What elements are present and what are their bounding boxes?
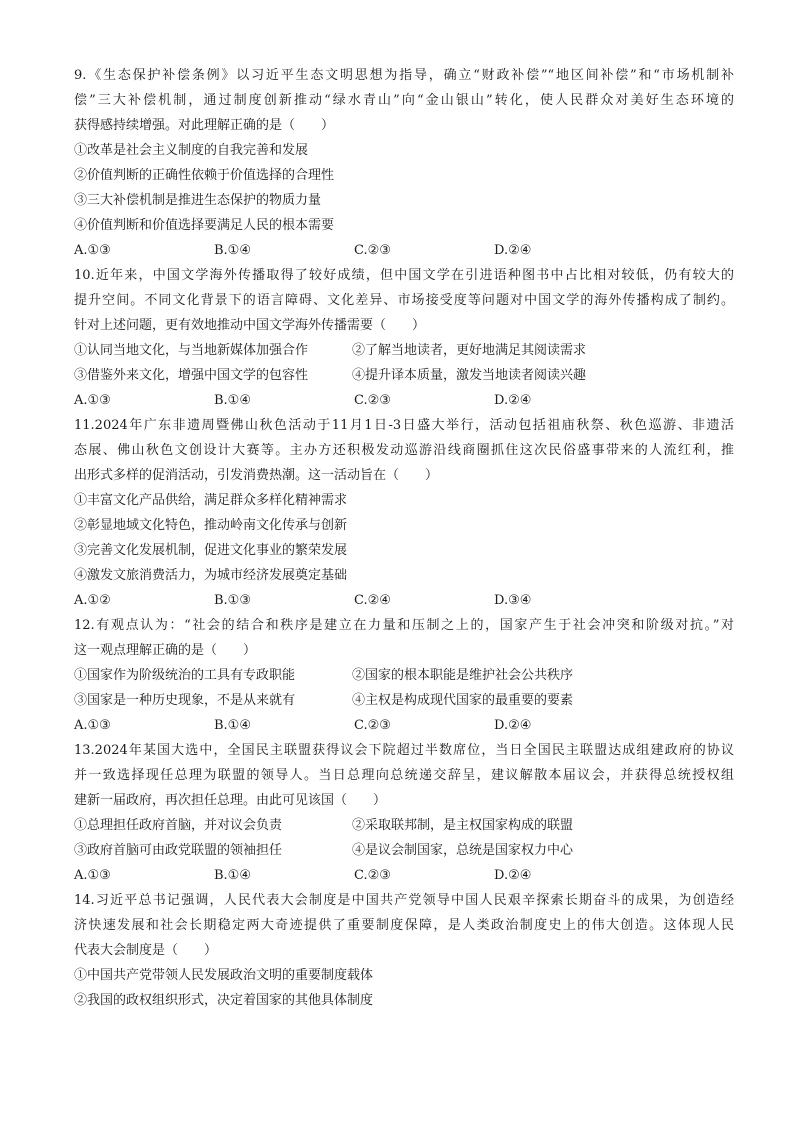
statement-4: ④主权是构成现代国家的最重要的要素 bbox=[352, 693, 574, 708]
question-9-stem-line-3: 获得感持续增强。对此理解正确的是（ ） bbox=[74, 118, 335, 133]
question-10-statement-row-1 bbox=[74, 338, 734, 363]
statement-3: ③借鉴外来文化，增强中国文学的包容性 bbox=[74, 368, 309, 383]
question-11-stem-line-1: 11.2024年广东非遗周暨佛山秋色活动于11月1日-3日盛大举行，活动包括祖庙秋祭、秋色巡游、非遗活 bbox=[74, 418, 734, 433]
question-9-statement-2: ②价值判断的正确性依赖于价值选择的合理性 bbox=[74, 168, 335, 183]
statement-1: ①认同当地文化，与当地新媒体加强合作 bbox=[74, 343, 309, 358]
choice-d: D.②④ bbox=[494, 868, 532, 883]
question-11-statement-1: ①丰富文化产品供给，满足群众多样化精神需求 bbox=[74, 493, 348, 508]
choice-b: B.①③ bbox=[214, 593, 251, 608]
question-14-statement-2: ②我国的政权组织形式，决定着国家的其他具体制度 bbox=[74, 993, 374, 1008]
question-10-stem-line-3: 针对上述问题，更有效地推动中国文学海外传播需要（ ） bbox=[74, 318, 426, 333]
question-10-stem-line-1: 10.近年来，中国文学海外传播取得了较好成绩，但中国文学在引进语种图书中占比相对较低，仍有较大的 bbox=[74, 268, 734, 283]
choice-d: D.②④ bbox=[494, 393, 532, 408]
statement-3: ③国家是一种历史现象，不是从来就有 bbox=[74, 693, 296, 708]
question-12-stem-line-2: 这一观点理解正确的是（ ） bbox=[74, 643, 257, 658]
choice-c: C.②③ bbox=[354, 868, 391, 883]
question-9-stem-line-1: 9.《生态保护补偿条例》以习近平生态文明思想为指导，确立“财政补偿”“地区间补偿”和“市场机制补 bbox=[74, 68, 734, 83]
statement-4: ④是议会制国家，总统是国家权力中心 bbox=[352, 843, 574, 858]
statement-3: ③政府首脑可由政党联盟的领袖担任 bbox=[74, 843, 283, 858]
question-list bbox=[74, 63, 734, 1013]
choice-b: B.①④ bbox=[214, 393, 251, 408]
question-13-stem-line-3: 建新一届政府，再次担任总理。由此可见该国（ ） bbox=[74, 793, 387, 808]
choice-c: C.②③ bbox=[354, 393, 391, 408]
question-12-statement-row-1 bbox=[74, 663, 734, 688]
question-14-stem-line-2: 济快速发展和社会长期稳定两大奇迹提供了重要制度保障，是人类政治制度史上的伟大创造。这体现人民 bbox=[74, 918, 734, 933]
question-11-stem-line-3: 出形式多样的促消活动，引发消费热潮。这一活动旨在（ ） bbox=[74, 468, 439, 483]
choice-a: A.①③ bbox=[74, 393, 111, 408]
question-11-statement-2: ②彰显地域文化特色，推动岭南文化传承与创新 bbox=[74, 518, 348, 533]
statement-1: ①总理担任政府首脑，并对议会负责 bbox=[74, 818, 283, 833]
question-10-choices bbox=[74, 388, 734, 413]
statement-2: ②国家的根本职能是维护社会公共秩序 bbox=[352, 668, 574, 683]
choice-a: A.①③ bbox=[74, 243, 111, 258]
question-11-statement-4: ④激发文旅消费活力，为城市经济发展奠定基础 bbox=[74, 568, 348, 583]
question-13-statement-row-2 bbox=[74, 838, 734, 863]
choice-a: A.①② bbox=[74, 593, 111, 608]
question-12-statement-row-2 bbox=[74, 688, 734, 713]
question-14-stem-line-1: 14.习近平总书记强调，人民代表大会制度是中国共产党领导中国人民艰辛探索长期奋斗的成果，为创造经 bbox=[74, 893, 734, 908]
choice-b: B.①④ bbox=[214, 243, 251, 258]
question-13-stem-line-2: 并一致选择现任总理为联盟的领导人。当日总理向总统递交辞呈，建议解散本届议会，并获得总统授权组 bbox=[74, 768, 734, 783]
choice-c: C.②③ bbox=[354, 243, 391, 258]
statement-4: ④提升译本质量，激发当地读者阅读兴趣 bbox=[352, 368, 587, 383]
question-9-statement-1: ①改革是社会主义制度的自我完善和发展 bbox=[74, 143, 309, 158]
choice-b: B.①④ bbox=[214, 868, 251, 883]
question-9-statement-3: ③三大补偿机制是推进生态保护的物质力量 bbox=[74, 193, 322, 208]
choice-a: A.①③ bbox=[74, 718, 111, 733]
choice-d: D.②④ bbox=[494, 718, 532, 733]
choice-c: C.②④ bbox=[354, 593, 391, 608]
statement-2: ②采取联邦制，是主权国家构成的联盟 bbox=[352, 818, 574, 833]
question-10-statement-row-2 bbox=[74, 363, 734, 388]
question-13-statement-row-1 bbox=[74, 813, 734, 838]
question-11-statement-3: ③完善文化发展机制，促进文化事业的繁荣发展 bbox=[74, 543, 348, 558]
choice-d: D.②④ bbox=[494, 243, 532, 258]
statement-1: ①国家作为阶级统治的工具有专政职能 bbox=[74, 668, 296, 683]
question-11-choices bbox=[74, 588, 734, 613]
question-9-choices bbox=[74, 238, 734, 263]
question-13-choices bbox=[74, 863, 734, 888]
question-13-stem-line-1: 13.2024年某国大选中，全国民主联盟获得议会下院超过半数席位，当日全国民主联盟达成组建政府的协议 bbox=[74, 743, 734, 758]
choice-b: B.①④ bbox=[214, 718, 251, 733]
choice-d: D.③④ bbox=[494, 593, 532, 608]
choice-a: A.①③ bbox=[74, 868, 111, 883]
choice-c: C.②③ bbox=[354, 718, 391, 733]
question-11-stem-line-2: 态展、佛山秋色文创设计大赛等。主办方还积极发动巡游沿线商圈抓住这次民俗盛事带来的人流红利，推 bbox=[74, 443, 734, 458]
question-10-stem-line-2: 提升空间。不同文化背景下的语言障碍、文化差异、市场接受度等问题对中国文学的海外传播构成了制约。 bbox=[74, 293, 734, 308]
question-12-stem-line-1: 12.有观点认为：“社会的结合和秩序是建立在力量和压制之上的，国家产生于社会冲突和阶级对抗。”对 bbox=[74, 618, 734, 633]
statement-2: ②了解当地读者，更好地满足其阅读需求 bbox=[352, 343, 587, 358]
question-9-statement-4: ④价值判断和价值选择要满足人民的根本需要 bbox=[74, 218, 335, 233]
question-12-choices bbox=[74, 713, 734, 738]
question-14-statement-1: ①中国共产党带领人民发展政治文明的重要制度载体 bbox=[74, 968, 374, 983]
question-9-stem-line-2: 偿”三大补偿机制，通过制度创新推动“绿水青山”向“金山银山”转化，使人民群众对美好生态环境的 bbox=[74, 93, 734, 108]
question-14-stem-line-3: 代表大会制度是（ ） bbox=[74, 943, 218, 958]
